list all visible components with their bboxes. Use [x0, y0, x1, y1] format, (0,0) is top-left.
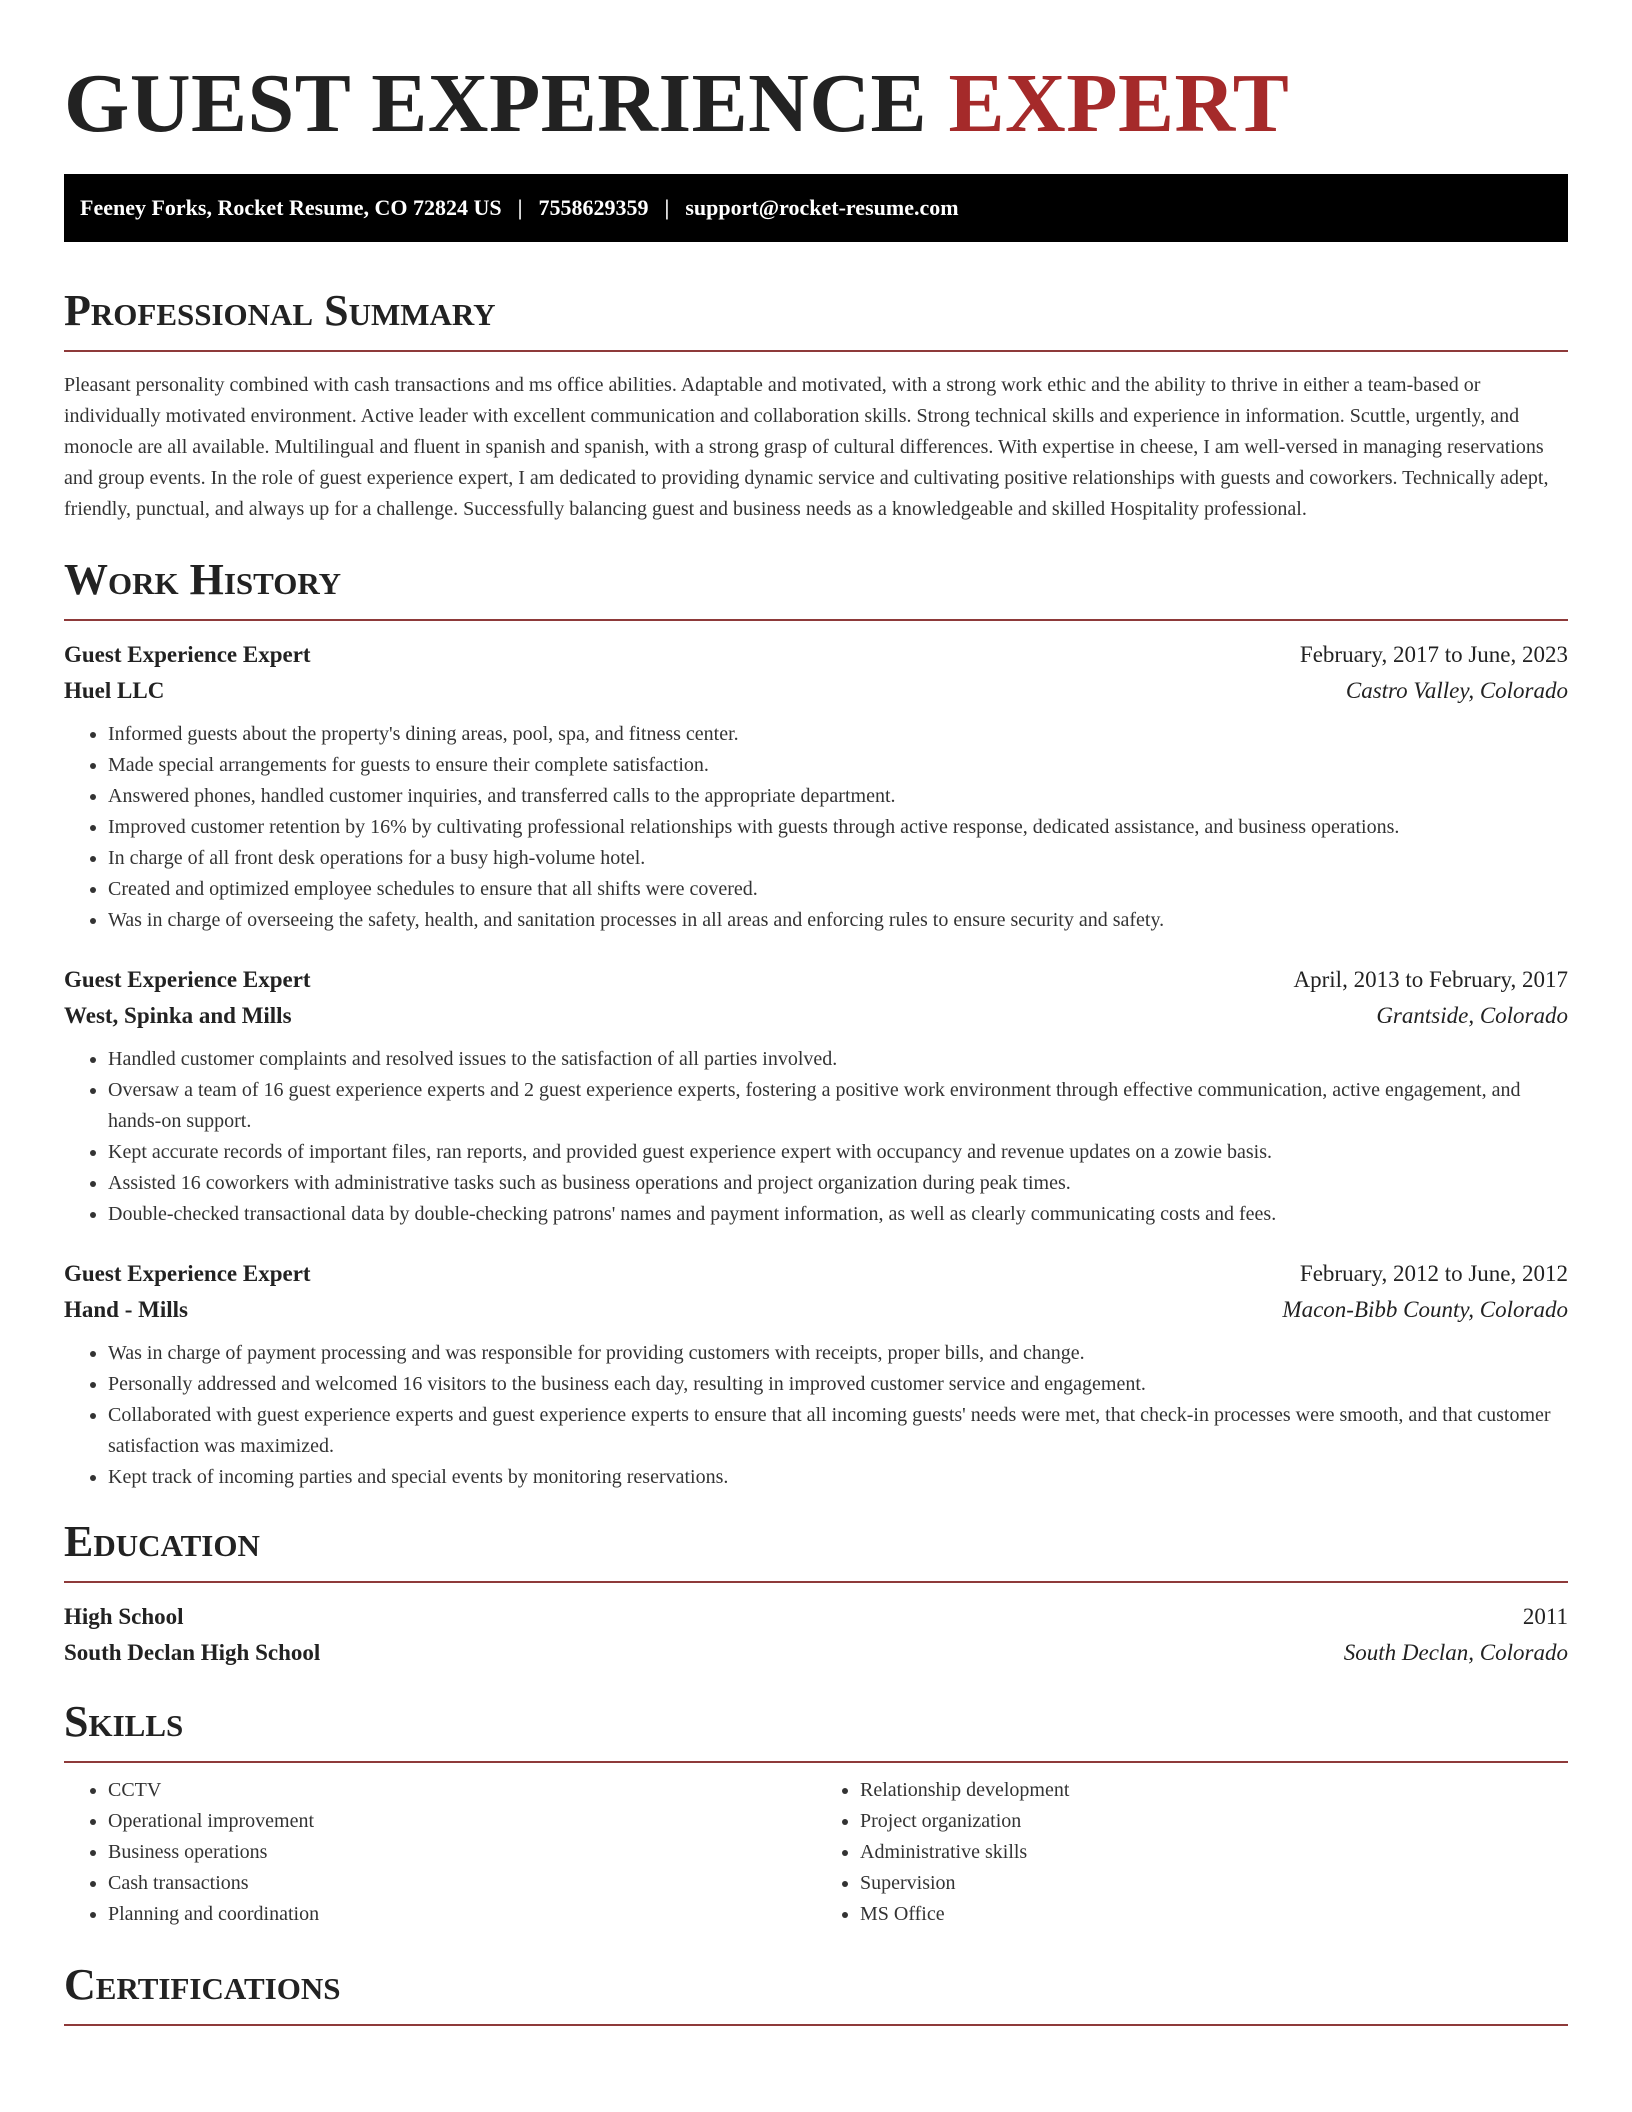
job-dates: April, 2013 to February, 2017 — [1293, 967, 1568, 992]
certifications-section — [64, 1960, 1568, 2026]
job-bullet: • Was in charge of payment processing and was responsible for providing customers with receipts, proper bills, and change. — [108, 1338, 1568, 1369]
job-title: Guest Experience Expert — [64, 642, 311, 667]
job-bullet: • Answered phones, handled customer inquiries, and transferred calls to the appropriate department. — [108, 781, 1568, 812]
skill-item: • CCTV — [108, 1775, 816, 1806]
section-divider — [64, 1581, 1568, 1583]
job-bullet: • Informed guests about the property's dining areas, pool, spa, and fitness center. — [108, 719, 1568, 750]
job-bullet-list — [64, 1044, 1568, 1230]
job-bullet: • Personally addressed and welcomed 16 visitors to the business each day, resulting in improved customer service and engagement. — [108, 1369, 1568, 1400]
job-bullet: • Assisted 16 coworkers with administrative tasks such as business operations and project organization during peak times. — [108, 1168, 1568, 1199]
job-location: Grantside, Colorado — [1376, 1003, 1568, 1028]
skills-heading: Skills — [64, 1697, 184, 1746]
skills-grid — [64, 1775, 1568, 1930]
section-divider — [64, 619, 1568, 621]
skill-item: • Cash transactions — [108, 1868, 816, 1899]
education-row — [64, 1599, 1568, 1635]
job-bullet: • Kept accurate records of important files, ran reports, and provided guest experience expert with occupancy and revenue updates on a zowie basis. — [108, 1137, 1568, 1168]
job-bullet: • In charge of all front desk operations for a busy high-volume hotel. — [108, 843, 1568, 874]
skill-item: • Operational improvement — [108, 1806, 816, 1837]
job-bullet: • Created and optimized employee schedules to ensure that all shifts were covered. — [108, 874, 1568, 905]
education-row — [64, 1635, 1568, 1671]
skill-item: • Project organization — [860, 1806, 1568, 1837]
job-header-row — [64, 1256, 1568, 1292]
section-divider — [64, 350, 1568, 352]
skill-item: • MS Office — [860, 1899, 1568, 1930]
job-title: Guest Experience Expert — [64, 1261, 311, 1286]
education-heading: Education — [64, 1517, 260, 1566]
skills-list-right — [816, 1775, 1568, 1930]
job-entry — [64, 1256, 1568, 1493]
education-entry — [64, 1599, 1568, 1671]
contact-address: Feeney Forks, Rocket Resume, CO 72824 US — [80, 195, 502, 220]
skill-item: • Planning and coordination — [108, 1899, 816, 1930]
contact-separator: | — [517, 195, 523, 220]
contact-phone: 7558629359 — [538, 195, 649, 220]
job-header-row — [64, 673, 1568, 709]
job-bullet: • Oversaw a team of 16 guest experience experts and 2 guest experience experts, fostering a positive work environment through effective communication, active engagement, and hands-on support. — [108, 1075, 1568, 1137]
skills-list-left — [64, 1775, 816, 1930]
certifications-heading: Certifications — [64, 1960, 341, 2009]
job-header-row — [64, 1292, 1568, 1328]
education-school: South Declan High School — [64, 1640, 321, 1665]
contact-bar — [64, 174, 1568, 242]
job-bullet: • Collaborated with guest experience experts and guest experience experts to ensure that all incoming guests' needs were met, that check-in processes were smooth, and that customer satisfaction was maximized. — [108, 1400, 1568, 1462]
job-entry — [64, 962, 1568, 1230]
work-history-heading: Work History — [64, 555, 342, 604]
job-company: Huel LLC — [64, 678, 165, 703]
job-bullet: • Made special arrangements for guests to ensure their complete satisfaction. — [108, 750, 1568, 781]
job-location: Castro Valley, Colorado — [1345, 678, 1568, 703]
title-accent: EXPERT — [948, 57, 1290, 150]
job-company: Hand - Mills — [64, 1297, 188, 1322]
education-degree: High School — [64, 1604, 184, 1629]
work-history-section — [64, 555, 1568, 1493]
education-section — [64, 1517, 1568, 1671]
job-bullet: • Double-checked transactional data by double-checking patrons' names and payment information, as well as clearly communicating costs and fees. — [108, 1199, 1568, 1230]
summary-heading: Professional Summary — [64, 286, 496, 335]
resume-title — [64, 0, 1568, 150]
job-location: Macon-Bibb County, Colorado — [1282, 1297, 1568, 1322]
job-header-row — [64, 962, 1568, 998]
skill-item: • Business operations — [108, 1837, 816, 1868]
education-location: South Declan, Colorado — [1343, 1640, 1568, 1665]
job-bullet: • Was in charge of overseeing the safety, health, and sanitation processes in all areas and enforcing rules to ensure security and safety. — [108, 905, 1568, 936]
job-dates: February, 2012 to June, 2012 — [1299, 1261, 1568, 1286]
skills-section — [64, 1697, 1568, 1930]
job-header-row — [64, 998, 1568, 1034]
section-divider — [64, 1761, 1568, 1763]
job-bullet-list — [64, 1338, 1568, 1493]
job-bullet: • Handled customer complaints and resolved issues to the satisfaction of all parties involved. — [108, 1044, 1568, 1075]
job-entry — [64, 637, 1568, 936]
skill-item: • Administrative skills — [860, 1837, 1568, 1868]
skill-item: • Supervision — [860, 1868, 1568, 1899]
contact-separator: | — [664, 195, 670, 220]
title-main: GUEST EXPERIENCE — [64, 57, 928, 150]
section-divider — [64, 2024, 1568, 2026]
skill-item: • Relationship development — [860, 1775, 1568, 1806]
contact-email: support@rocket-resume.com — [685, 195, 959, 220]
job-dates: February, 2017 to June, 2023 — [1299, 642, 1568, 667]
job-title: Guest Experience Expert — [64, 967, 311, 992]
job-bullet: • Kept track of incoming parties and special events by monitoring reservations. — [108, 1462, 1568, 1493]
job-header-row — [64, 637, 1568, 673]
summary-section — [64, 286, 1568, 525]
job-company: West, Spinka and Mills — [64, 1003, 292, 1028]
job-list — [64, 637, 1568, 1493]
education-year: 2011 — [1522, 1604, 1568, 1629]
summary-text: Pleasant personality combined with cash transactions and ms office abilities. Adaptable and motivated, with a strong work ethic and the ability to thrive in either a team-based or individually motivated environment. Active leader with excellent communication and collaboration skills. Strong technical skills and experience in information. Scuttle, urgently, and monocle are all available. Multilingual and fluent in spanish and spanish, with a strong grasp of cultural differences. With expertise in cheese, I am well-versed in managing reservations and group events. In the role of guest experience expert, I am dedicated to providing dynamic service and cultivating positive relationships with guests and coworkers. Technically adept, friendly, punctual, and always up for a challenge. Successfully balancing guest and business needs as a knowledgeable and skilled Hospitality professional. — [64, 374, 1549, 520]
job-bullet-list — [64, 719, 1568, 936]
job-bullet: • Improved customer retention by 16% by cultivating professional relationships with guests through active response, dedicated assistance, and business operations. — [108, 812, 1568, 843]
